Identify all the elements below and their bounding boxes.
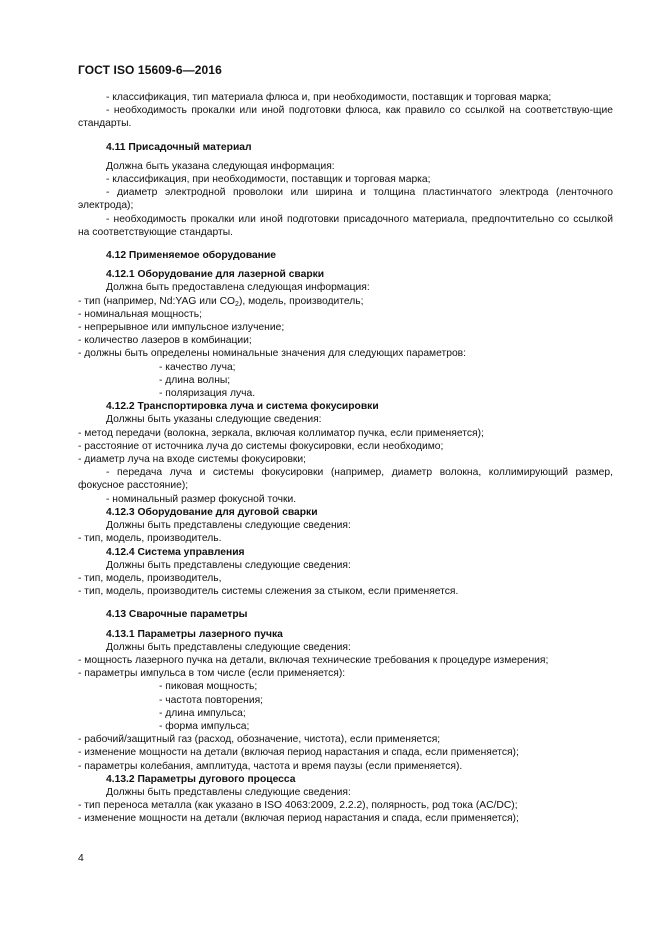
- paragraph: [78, 493, 613, 506]
- paragraph: [78, 694, 613, 707]
- spacer: [78, 239, 613, 249]
- text: - пиковая мощность;: [159, 681, 258, 693]
- paragraph: [78, 453, 613, 466]
- paragraph: [78, 361, 613, 374]
- text: Должны быть представлены следующие сведения:: [106, 786, 351, 798]
- text: - необходимость прокалки или иной подготовки присадочного материала, предпочтительно со ссылкой на соответствующие стандарты.: [78, 213, 613, 238]
- section-heading: [78, 400, 613, 413]
- paragraph: [78, 559, 613, 572]
- text: - номинальная мощность;: [78, 308, 202, 320]
- paragraph: [78, 91, 613, 104]
- paragraph: [78, 733, 613, 746]
- text: - изменение мощности на детали (включая период нарастания и спада, если применяется);: [78, 813, 519, 825]
- text: - тип, модель, производитель системы слежения за стыком, если применяется.: [78, 586, 459, 598]
- paragraph: [78, 680, 613, 693]
- text: - длина импульса;: [159, 707, 246, 719]
- paragraph: [78, 585, 613, 598]
- text: - классификация, тип материала флюса и, при необходимости, поставщик и торговая марка;: [106, 92, 552, 103]
- text: 4.12.2 Транспортировка луча и система фокусировки: [106, 401, 379, 413]
- paragraph: [78, 720, 613, 733]
- paragraph: [78, 374, 613, 387]
- section-heading: [78, 268, 613, 281]
- text: 4.12.3 Оборудование для дуговой сварки: [106, 506, 318, 518]
- paragraph: [78, 321, 613, 334]
- text: - изменение мощности на детали (включая период нарастания и спада, если применяется);: [78, 747, 519, 759]
- paragraph: [78, 427, 613, 440]
- text: 4.12 Применяемое оборудование: [106, 250, 277, 262]
- section-heading: [78, 141, 613, 154]
- section-heading: [78, 249, 613, 262]
- text: - номинальный размер фокусной точки.: [106, 493, 297, 505]
- section-heading: [78, 546, 613, 559]
- paragraph: [78, 295, 613, 308]
- paragraph: [78, 667, 613, 680]
- paragraph: [78, 213, 613, 239]
- text: - метод передачи (волокна, зеркала, включая коллиматор пучка, если применяется);: [78, 427, 484, 439]
- spacer: [78, 131, 613, 141]
- text: 4.13.2 Параметры дугового процесса: [106, 773, 296, 785]
- text: - качество луча;: [159, 361, 236, 373]
- text: - форма импульса;: [159, 720, 250, 732]
- text: - тип (например, Nd:YAG или CO: [78, 295, 236, 307]
- paragraph: [78, 746, 613, 759]
- document-body: [78, 91, 613, 826]
- text: - диаметр электродной проволоки или ширина и толщина пластинчатого электрода (ленточного электрода);: [78, 187, 613, 212]
- text: - мощность лазерного пучка на детали, включая технические требования к процедуре измерения;: [78, 654, 549, 666]
- text: - длина волны;: [159, 374, 231, 386]
- text: 4.12.1 Оборудование для лазерной сварки: [106, 269, 325, 281]
- paragraph: [78, 812, 613, 825]
- text: - параметры импульса в том числе (если применяется):: [78, 668, 346, 680]
- text: 4.13 Сварочные параметры: [106, 609, 248, 621]
- text: Должны быть представлены следующие сведения:: [106, 559, 351, 571]
- paragraph: [78, 440, 613, 453]
- paragraph: [78, 387, 613, 400]
- paragraph: [78, 466, 613, 492]
- text: 4.11 Присадочный материал: [106, 141, 252, 153]
- paragraph: [78, 334, 613, 347]
- text: 4.13.1 Параметры лазерного пучка: [106, 628, 283, 640]
- paragraph: [78, 160, 613, 173]
- text: - тип, модель, производитель.: [78, 533, 222, 545]
- paragraph: [78, 654, 613, 667]
- text: - необходимость прокалки или иной подготовки флюса, как правило со ссылкой на соответствую-щие стандарты.: [78, 105, 613, 130]
- section-heading: [78, 773, 613, 786]
- text: - количество лазеров в комбинации;: [78, 335, 252, 347]
- text: Должна быть предоставлена следующая информация:: [106, 282, 370, 294]
- paragraph: [78, 641, 613, 654]
- paragraph: [78, 347, 613, 360]
- text: - поляризация луча.: [159, 388, 256, 400]
- section-heading: [78, 628, 613, 641]
- text: - непрерывное или импульсное излучение;: [78, 322, 285, 334]
- paragraph: [78, 760, 613, 773]
- section-heading: [78, 608, 613, 621]
- text: - тип, модель, производитель,: [78, 572, 222, 584]
- page-number: 4: [78, 853, 84, 864]
- text: - расстояние от источника луча до системы фокусировки, если необходимо;: [78, 440, 444, 452]
- document-header: ГОСТ ISO 15609-6—2016: [78, 63, 222, 77]
- paragraph: [78, 173, 613, 186]
- text: ), модель, производитель;: [238, 295, 364, 307]
- text: Должны быть указаны следующие сведения:: [106, 414, 322, 426]
- paragraph: [78, 104, 613, 130]
- text: Должны быть представлены следующие сведения:: [106, 641, 351, 653]
- paragraph: [78, 281, 613, 294]
- text: 4.12.4 Система управления: [106, 546, 245, 558]
- section-heading: [78, 506, 613, 519]
- text: - параметры колебания, амплитуда, частота и время паузы (если применяется).: [78, 760, 463, 772]
- paragraph: [78, 519, 613, 532]
- spacer: [78, 598, 613, 608]
- text: - частота повторения;: [159, 694, 264, 706]
- paragraph: [78, 413, 613, 426]
- text: - классификация, при необходимости, поставщик и торговая марка;: [106, 174, 431, 186]
- text: - должны быть определены номинальные значения для следующих параметров:: [78, 348, 467, 360]
- text: - рабочий/защитный газ (расход, обозначение, чистота), если применяется;: [78, 734, 441, 746]
- text: Должны быть представлены следующие сведения:: [106, 520, 351, 532]
- text: Должна быть указана следующая информация:: [106, 160, 335, 172]
- text: - тип переноса металла (как указано в ISO 4063:2009, 2.2.2), полярность, род тока (AC/DC);: [78, 800, 518, 812]
- paragraph: [78, 786, 613, 799]
- paragraph: [78, 308, 613, 321]
- paragraph: [78, 799, 613, 812]
- paragraph: [78, 532, 613, 545]
- paragraph: [78, 707, 613, 720]
- subscript: 2: [235, 300, 239, 308]
- text: - диаметр луча на входе системы фокусировки;: [78, 454, 307, 466]
- paragraph: [78, 186, 613, 212]
- text: - передача луча и системы фокусировки (например, диаметр волокна, коллимирующий размер, фокусное расстояние);: [78, 467, 613, 492]
- paragraph: [78, 572, 613, 585]
